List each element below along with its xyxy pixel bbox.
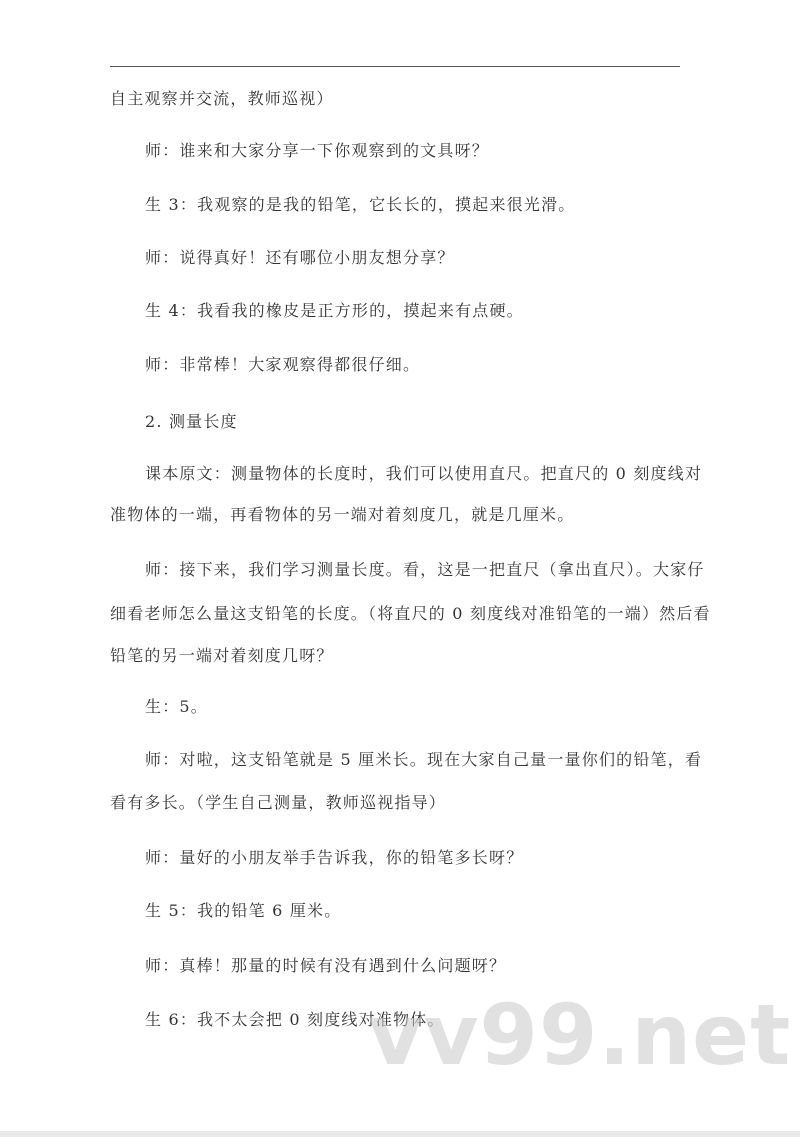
paragraph-line: 自主观察并交流，教师巡视） [110, 89, 334, 108]
paragraph-line: 师：接下来，我们学习测量长度。看，这是一把直尺（拿出直尺）。大家仔 [145, 560, 705, 579]
paragraph-line: 生 6：我不太会把 0 刻度线对准物体。 [145, 1010, 445, 1029]
paragraph-line: 师：对啦，这支铅笔就是 5 厘米长。现在大家自己量一量你们的铅笔，看 [145, 750, 703, 769]
paragraph-line: 生 5：我的铅笔 6 厘米。 [145, 901, 342, 920]
paragraph-line: 铅笔的另一端对着刻度几呀？ [110, 646, 334, 665]
paragraph-line: 细看老师怎么量这支铅笔的长度。（将直尺的 0 刻度线对准铅笔的一端）然后看 [110, 604, 711, 623]
header-rule [110, 66, 680, 67]
paragraph-line: 生 4：我看我的橡皮是正方形的，摸起来有点硬。 [145, 301, 524, 320]
paragraph-line: 生 3：我观察的是我的铅笔，它长长的，摸起来很光滑。 [145, 195, 576, 214]
paragraph-line: 师：谁来和大家分享一下你观察到的文具呀？ [145, 141, 490, 160]
paragraph-line: 看有多长。（学生自己测量，教师巡视指导） [110, 793, 447, 812]
page-bottom-edge [0, 1131, 800, 1137]
paragraph-line: 师：说得真好！还有哪位小朋友想分享？ [145, 248, 455, 267]
paragraph-line: 生：5。 [145, 697, 208, 716]
watermark: vv99.net [368, 986, 792, 1084]
paragraph-line: 师：非常棒！大家观察得都很仔细。 [145, 355, 421, 374]
paragraph-line: 师：量好的小朋友举手告诉我，你的铅笔多长呀？ [145, 848, 524, 867]
paragraph-line: 课本原文：测量物体的长度时，我们可以使用直尺。把直尺的 0 刻度线对 [145, 464, 703, 483]
paragraph-line: 准物体的一端，再看物体的另一端对着刻度几，就是几厘米。 [110, 505, 575, 524]
paragraph-line: 师：真棒！那量的时候有没有遇到什么问题呀？ [145, 956, 507, 975]
section-heading: 2. 测量长度 [145, 412, 238, 431]
